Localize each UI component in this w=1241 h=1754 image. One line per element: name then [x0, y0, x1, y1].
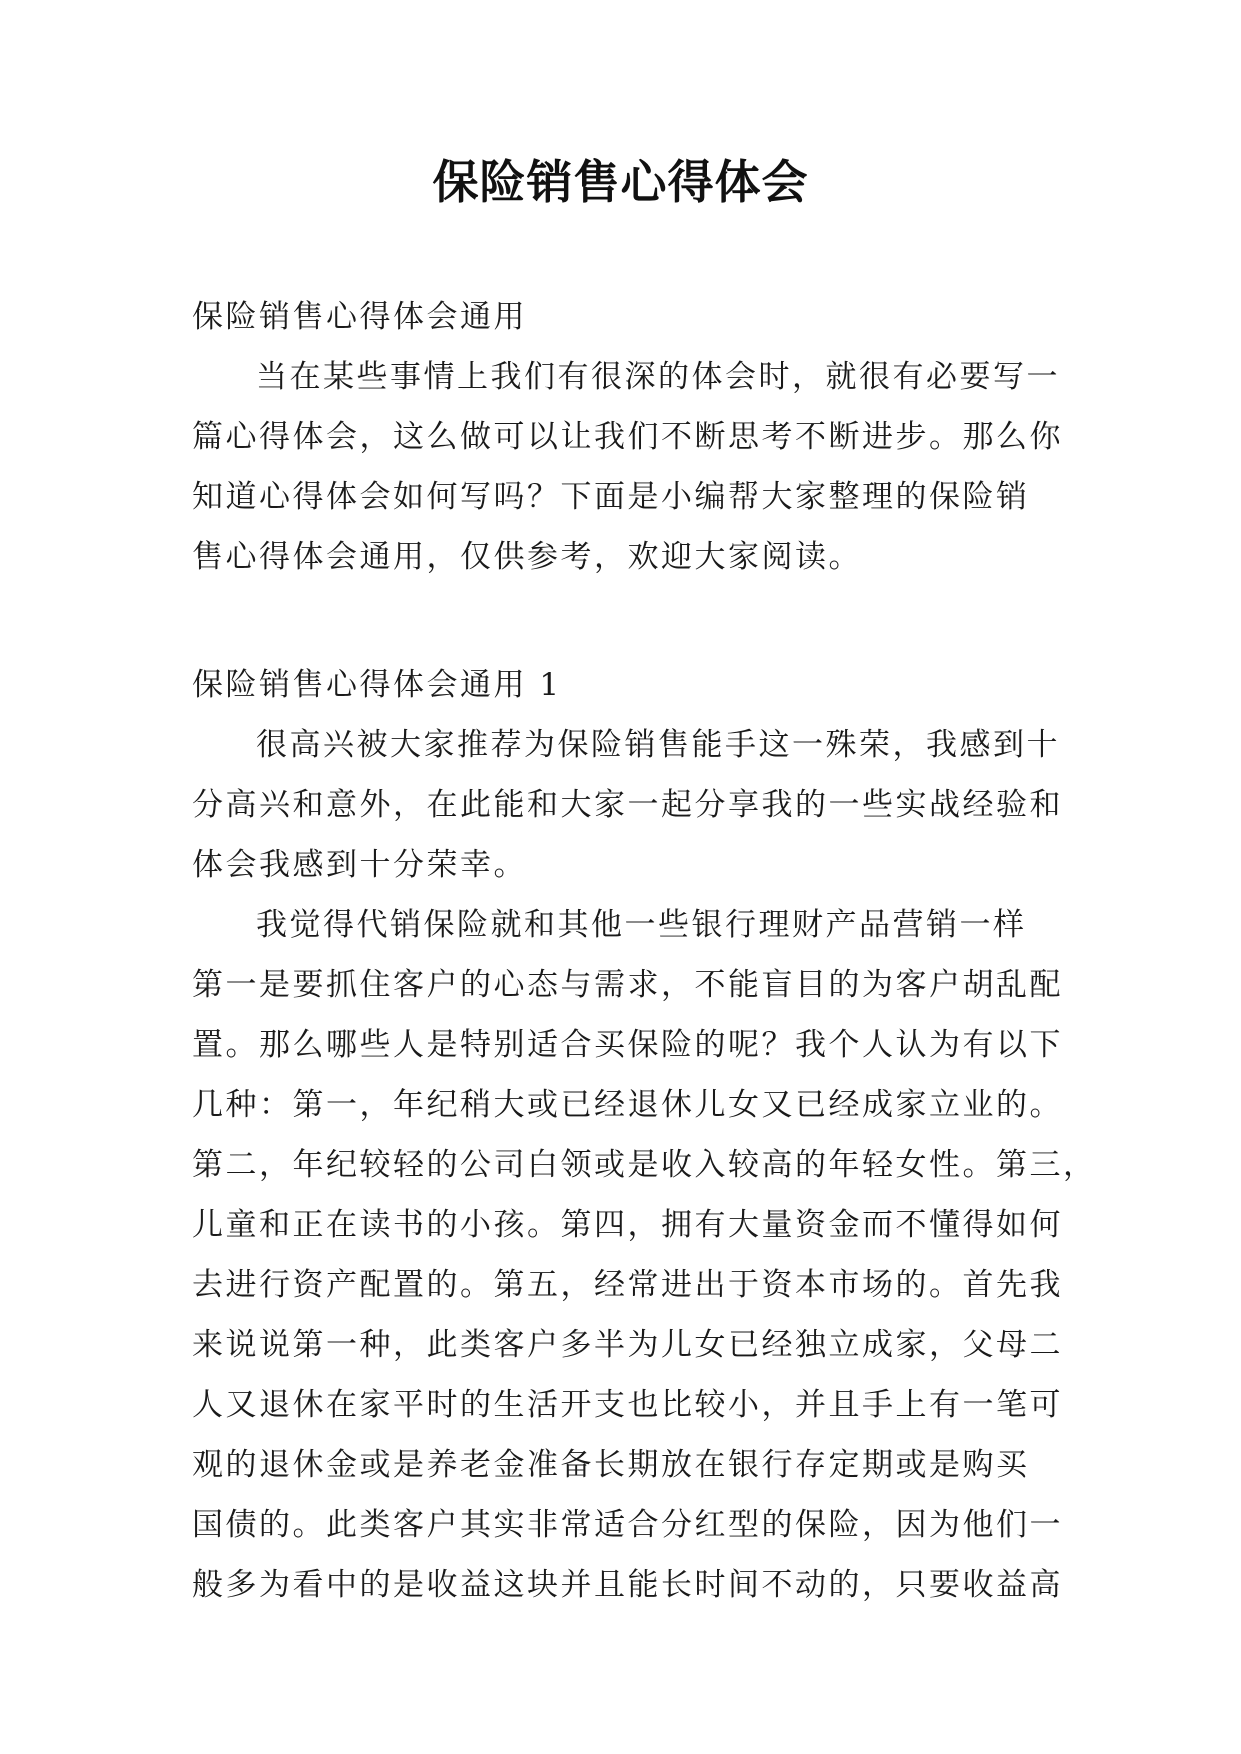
intro-line: 篇心得体会，这么做可以让我们不断思考不断进步。那么你: [192, 419, 1063, 455]
paragraph-line: 国债的。此类客户其实非常适合分红型的保险，因为他们一: [192, 1507, 1063, 1543]
intro-line: 知道心得体会如何写吗？下面是小编帮大家整理的保险销: [192, 479, 1030, 515]
paragraph-line: 去进行资产配置的。第五，经常进出于资本市场的。首先我: [192, 1267, 1063, 1303]
intro-heading: 保险销售心得体会通用: [192, 299, 527, 335]
paragraph-line: 来说说第一种，此类客户多半为儿女已经独立成家，父母二: [192, 1327, 1063, 1363]
paragraph-line: 人又退休在家平时的生活开支也比较小，并且手上有一笔可: [192, 1387, 1063, 1423]
paragraph-line: 几种：第一，年纪稍大或已经退休儿女又已经成家立业的。: [192, 1087, 1063, 1123]
paragraph-line: 体会我感到十分荣幸。: [192, 847, 527, 883]
paragraph-line: 分高兴和意外，在此能和大家一起分享我的一些实战经验和: [192, 787, 1063, 823]
paragraph-line: 很高兴被大家推荐为保险销售能手这一殊荣，我感到十: [256, 727, 1060, 763]
paragraph-line: 第一是要抓住客户的心态与需求，不能盲目的为客户胡乱配: [192, 967, 1063, 1003]
section-heading: 保险销售心得体会通用 1: [192, 667, 562, 703]
paragraph-line: 观的退休金或是养老金准备长期放在银行存定期或是购买: [192, 1447, 1030, 1483]
paragraph-line: 我觉得代销保险就和其他一些银行理财产品营销一样: [256, 907, 1027, 943]
intro-line: 售心得体会通用，仅供参考，欢迎大家阅读。: [192, 539, 862, 575]
document-title: 保险销售心得体会: [432, 155, 809, 209]
paragraph-line: 般多为看中的是收益这块并且能长时间不动的，只要收益高: [192, 1567, 1063, 1603]
document-body: [192, 287, 1097, 1615]
paragraph-line: 置。那么哪些人是特别适合买保险的呢？我个人认为有以下: [192, 1027, 1063, 1063]
intro-line: 当在某些事情上我们有很深的体会时，就很有必要写一: [256, 359, 1060, 395]
paragraph-line: 第二，年纪较轻的公司白领或是收入较高的年轻女性。第三，: [192, 1147, 1097, 1183]
section-spacer: [192, 587, 1062, 655]
paragraph-line: 儿童和正在读书的小孩。第四，拥有大量资金而不懂得如何: [192, 1207, 1063, 1243]
